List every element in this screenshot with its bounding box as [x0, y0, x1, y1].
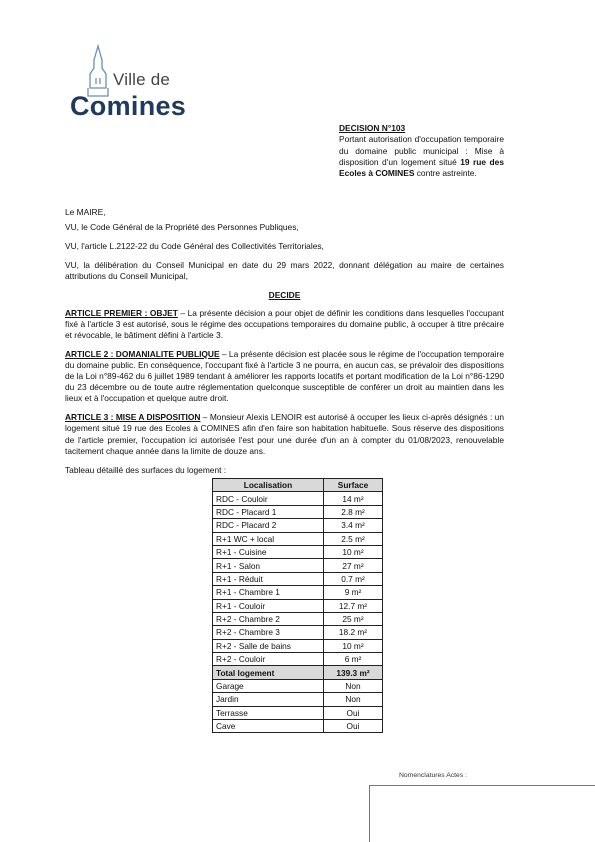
table-header-row	[213, 479, 383, 492]
cell-surface: 139.3 m²	[324, 666, 383, 679]
cell-localisation: R+2 - Chambre 3	[213, 626, 324, 639]
table-row	[213, 572, 383, 585]
table-row	[213, 559, 383, 572]
table-row	[213, 706, 383, 719]
vu-line-1: VU, le Code Général de la Propriété des Personnes Publiques,	[65, 222, 299, 233]
vu-line-3: VU, la délibération du Conseil Municipal en date du 29 mars 2022, donnant délégation au maire de certaines attributions du Conseil Municipal,	[65, 260, 504, 282]
nomenclatures-label: Nomenclatures Actes :	[399, 772, 467, 779]
cell-localisation: Garage	[213, 679, 324, 692]
cell-surface: 10 m²	[324, 639, 383, 652]
table-intro: Tableau détaillé des surfaces du logement :	[65, 464, 227, 475]
article-2-text: – La présente décision est placée sous le régime de l'occupation temporaire du domaine public. En conséquence, l'occupant fixé à l'article 3 ne pourra, en aucun cas, se prévaloir des dispositions de la Loi n°89-462 du 6 juillet 1989 tendant à améliorer les rapports locatifs et portant modification de la Loi n°86-1290 du 23 décembre ou de toute autre réglementation quelconque susceptible de conférer un droit au maintien dans les lieux et à l'occupation et quelque autre droit.	[65, 348, 504, 404]
cell-surface: Oui	[324, 720, 383, 733]
header-surface: Surface	[324, 479, 383, 492]
article-3-title: ARTICLE 3 : MISE A DISPOSITION	[65, 412, 201, 423]
cell-localisation: R+1 - Chambre 1	[213, 586, 324, 599]
article-3-text: – Monsieur Alexis LENOIR est autorisé à occuper les lieux ci-après désignés : un logement situé 19 rue des Ecoles à COMINES afin d'en faire son habitation habituelle. Sous réserve des dispositions de l'article premier, l'occupation ici autorisée l'est pour une durée d'un an à compter du 01/08/2023, renouvelable tacitement chaque année dans la limite de douze ans.	[65, 412, 504, 456]
surface-table	[212, 478, 383, 733]
decision-address: 19 rue des Ecoles à COMINES	[339, 156, 504, 179]
table-row	[213, 626, 383, 639]
cell-surface: 6 m²	[324, 653, 383, 666]
cell-localisation: R+2 - Chambre 2	[213, 612, 324, 625]
article-2-title: ARTICLE 2 : DOMANIALITE PUBLIQUE	[65, 348, 220, 359]
cell-surface: 10 m²	[324, 545, 383, 558]
cell-localisation: RDC - Placard 2	[213, 519, 324, 532]
cell-localisation: RDC - Placard 1	[213, 505, 324, 518]
cell-localisation: R+1 WC + local	[213, 532, 324, 545]
logo-ville-text: Ville de	[113, 70, 171, 89]
cell-surface: 27 m²	[324, 559, 383, 572]
table-row	[213, 492, 383, 505]
decision-header	[339, 123, 504, 179]
cell-surface: 2.8 m²	[324, 505, 383, 518]
cell-localisation: R+1 - Cuisine	[213, 545, 324, 558]
article-1-text: – La présente décision a pour objet de définir les conditions dans lesquelles l'occupant fixé à l'article 3 est autorisé, sous le régime des occupations temporaires du domaine public, à occuper à titre précaire et révocable, le bâtiment défini à l'article 3.	[65, 307, 504, 340]
cell-surface: 12.7 m²	[324, 599, 383, 612]
decision-text-c: contre astreinte.	[414, 168, 477, 179]
cell-surface: 2.5 m²	[324, 532, 383, 545]
decision-number: DECISION N°103	[339, 123, 406, 133]
nomenclatures-box	[369, 785, 595, 842]
maire-line: Le MAIRE,	[65, 207, 106, 217]
cell-surface: Oui	[324, 706, 383, 719]
cell-surface: Non	[324, 679, 383, 692]
table-row	[213, 720, 383, 733]
cell-surface: 9 m²	[324, 586, 383, 599]
table-row	[213, 653, 383, 666]
decide-heading: DECIDE	[268, 290, 301, 301]
decision-text-a: Portant autorisation d'occupation temporaire du domaine public municipal : Mise à disposition d'un logement situé	[339, 134, 504, 167]
table-row	[213, 519, 383, 532]
article-3	[65, 412, 504, 456]
header-localisation: Localisation	[213, 479, 324, 492]
table-row	[213, 639, 383, 652]
cell-localisation: R+2 - Salle de bains	[213, 639, 324, 652]
article-1	[65, 308, 504, 341]
cell-localisation: R+1 - Salon	[213, 559, 324, 572]
vu-line-2: VU, l'article L.2122-22 du Code Général des Collectivités Territoriales,	[65, 241, 324, 252]
cell-surface: 25 m²	[324, 612, 383, 625]
cell-localisation: Cave	[213, 720, 324, 733]
cell-surface: Non	[324, 693, 383, 706]
logo-comines-text: Comines	[70, 91, 187, 121]
article-1-title: ARTICLE PREMIER : OBJET	[65, 307, 178, 318]
table-row	[213, 532, 383, 545]
table-row	[213, 545, 383, 558]
table-total-row	[213, 666, 383, 679]
cell-surface: 18.2 m²	[324, 626, 383, 639]
cell-surface: 3.4 m²	[324, 519, 383, 532]
cell-localisation: Jardin	[213, 693, 324, 706]
table-row	[213, 693, 383, 706]
cell-surface: 0.7 m²	[324, 572, 383, 585]
decision-body	[65, 207, 504, 484]
surface-table-body	[213, 492, 383, 733]
church-spire-icon	[88, 46, 108, 96]
table-row	[213, 679, 383, 692]
cell-localisation: Total logement	[213, 666, 324, 679]
article-2	[65, 349, 504, 404]
table-row	[213, 612, 383, 625]
cell-localisation: Terrasse	[213, 706, 324, 719]
table-row	[213, 505, 383, 518]
table-row	[213, 599, 383, 612]
cell-surface: 14 m²	[324, 492, 383, 505]
cell-localisation: R+2 - Couloir	[213, 653, 324, 666]
cell-localisation: RDC - Couloir	[213, 492, 324, 505]
cell-localisation: R+1 - Couloir	[213, 599, 324, 612]
table-row	[213, 586, 383, 599]
cell-localisation: R+1 - Réduit	[213, 572, 324, 585]
